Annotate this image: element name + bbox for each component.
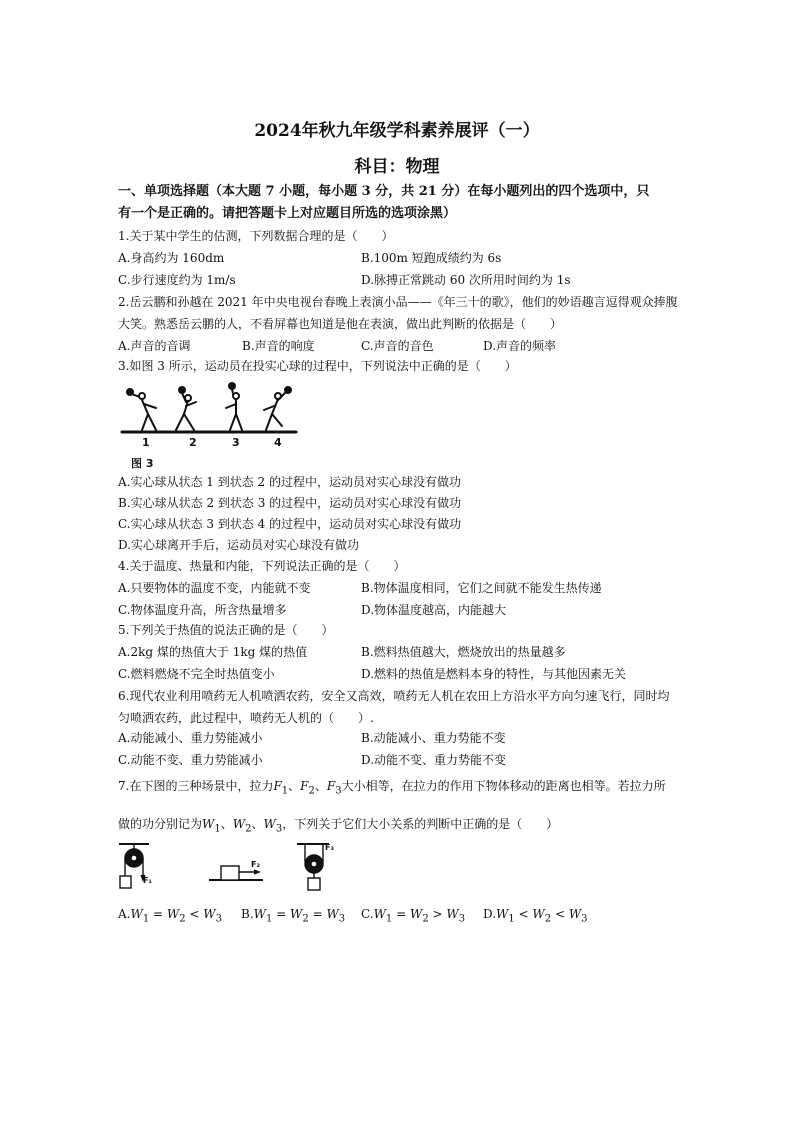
q1-option-d: D.脉搏正常跳动 60 次所用时间约为 1s bbox=[361, 273, 571, 287]
q5-option-c: C.燃料燃烧不完全时热值变小 bbox=[118, 667, 275, 681]
pulley-scenes-figure bbox=[115, 840, 355, 896]
q6-stem-line1: 6.现代农业利用喷药无人机喷洒农药，安全又高效，喷药无人机在农田上方沿水平方向匀速飞行，同时均 bbox=[118, 689, 670, 703]
subject-title: 科目：物理 bbox=[354, 157, 440, 177]
q7-option-b: $B.W_1 = W_2 = W_3$ bbox=[241, 907, 346, 925]
q7-option-b-prefix: B. bbox=[241, 907, 254, 921]
q6-option-b: B.动能减小、重力势能不变 bbox=[361, 731, 506, 745]
q3-option-a: A.实心球从状态 1 到状态 2 的过程中，运动员对实心球没有做功 bbox=[118, 475, 462, 489]
q1-option-c: C.步行速度约为 1m/s bbox=[118, 273, 236, 287]
q2-option-c: C.声音的音色 bbox=[361, 339, 434, 353]
q3-option-c: C.实心球从状态 3 到状态 4 的过程中，运动员对实心球没有做功 bbox=[118, 517, 462, 531]
q6-option-a: A.动能减小、重力势能减小 bbox=[118, 731, 263, 745]
fig3-caption: 图 3 bbox=[131, 457, 154, 470]
shot-put-figure bbox=[120, 380, 300, 442]
q1-stem: 1.关于某中学生的估测，下列数据合理的是（ ） bbox=[118, 229, 394, 243]
section-heading-line1: 一、单项选择题（本大题 7 小题，每小题 3 分，共 21 分）在每小题列出的四个选项中，只 bbox=[118, 184, 650, 199]
q7-stem1-post: 大小相等，在拉力的作用下物体移动的距离也相等。若拉力所 bbox=[341, 779, 666, 793]
q6-option-d: D.动能不变、重力势能不变 bbox=[361, 753, 507, 767]
q4-option-d: D.物体温度越高，内能越大 bbox=[361, 603, 507, 617]
q1-option-a: A.身高约为 160dm bbox=[118, 251, 225, 265]
q2-option-a: A.声音的音调 bbox=[118, 339, 191, 353]
q7-option-a-prefix: A. bbox=[118, 907, 131, 921]
q7-stem2-pre: 做的功分别记为 bbox=[118, 817, 203, 831]
q2-option-b: B.声音的响度 bbox=[242, 339, 315, 353]
q1-option-b: B.100m 短跑成绩约为 6s bbox=[361, 251, 502, 265]
pulley-label-f1: F₁ bbox=[143, 876, 152, 885]
fig3-label-2: 2 bbox=[189, 436, 197, 449]
q3-stem: 3.如图 3 所示，运动员在投实心球的过程中，下列说法中正确的是（ ） bbox=[118, 359, 517, 373]
fig3-label-3: 3 bbox=[232, 436, 240, 449]
q4-stem: 4.关于温度、热量和内能，下列说法正确的是（ ） bbox=[118, 559, 406, 573]
q4-option-c: C.物体温度升高，所含热量增多 bbox=[118, 603, 287, 617]
q7-stem1-pre: 7.在下图的三种场景中，拉力 bbox=[118, 779, 274, 793]
q7-stem2-post: ，下列关于它们大小关系的判断中正确的是（ ） bbox=[282, 817, 559, 831]
q7-stem-line2: 做的功分别记为$W_1$、$W_2$、$W_3$，下列关于它们大小关系的判断中正确的是（ ） bbox=[118, 817, 559, 835]
q5-stem: 5.下列关于热值的说法正确的是（ ） bbox=[118, 623, 334, 637]
block-label-f2: F₂ bbox=[251, 860, 260, 869]
q3-option-b: B.实心球从状态 2 到状态 3 的过程中，运动员对实心球没有做功 bbox=[118, 496, 462, 510]
exam-title: 2024年秋九年级学科素养展评（一） bbox=[254, 121, 540, 141]
q5-option-b: B.燃料热值越大，燃烧放出的热量越多 bbox=[361, 645, 566, 659]
q6-option-c: C.动能不变、重力势能减小 bbox=[118, 753, 263, 767]
fig3-label-1: 1 bbox=[142, 436, 150, 449]
pulley-label-f3: F₃ bbox=[325, 843, 334, 852]
q7-option-a: $A.W_1 = W_2 < W_3$ bbox=[118, 907, 223, 925]
q5-option-d: D.燃料的热值是燃料本身的特性，与其他因素无关 bbox=[361, 667, 627, 681]
q5-option-a: A.2kg 煤的热值大于 1kg 煤的热值 bbox=[118, 645, 308, 659]
section-heading-line2: 有一个是正确的。请把答题卡上对应题目所选的选项涂黑） bbox=[118, 206, 457, 221]
q7-option-c-prefix: C. bbox=[361, 907, 374, 921]
q4-option-b: B.物体温度相同，它们之间就不能发生热传递 bbox=[361, 581, 602, 595]
fig3-label-4: 4 bbox=[274, 436, 282, 449]
q7-option-d-prefix: D. bbox=[483, 907, 497, 921]
q2-stem-line1: 2.岳云鹏和孙越在 2021 年中央电视台春晚上表演小品——《年三十的歌》，他们的妙语趣言逗得观众捧腹 bbox=[118, 295, 678, 309]
q7-option-d: $D.W_1 < W_2 < W_3$ bbox=[483, 907, 588, 925]
q7-stem-line1: 7.在下图的三种场景中，拉力$F_1$、$F_2$、$F_3$大小相等，在拉力的作用下物体移动的距离也相等。若拉力所 bbox=[118, 779, 666, 797]
q4-option-a: A.只要物体的温度不变，内能就不变 bbox=[118, 581, 311, 595]
q6-stem-line2: 匀喷洒农药，此过程中，喷药无人机的（ ）. bbox=[118, 711, 374, 725]
q2-stem-line2: 大笑。熟悉岳云鹏的人，不看屏幕也知道是他在表演，做出此判断的依据是（ ） bbox=[118, 317, 563, 331]
q2-option-d: D.声音的频率 bbox=[483, 339, 557, 353]
q3-option-d: D.实心球离开手后，运动员对实心球没有做功 bbox=[118, 538, 360, 552]
q7-option-c: $C.W_1 = W_2 > W_3$ bbox=[361, 907, 466, 925]
